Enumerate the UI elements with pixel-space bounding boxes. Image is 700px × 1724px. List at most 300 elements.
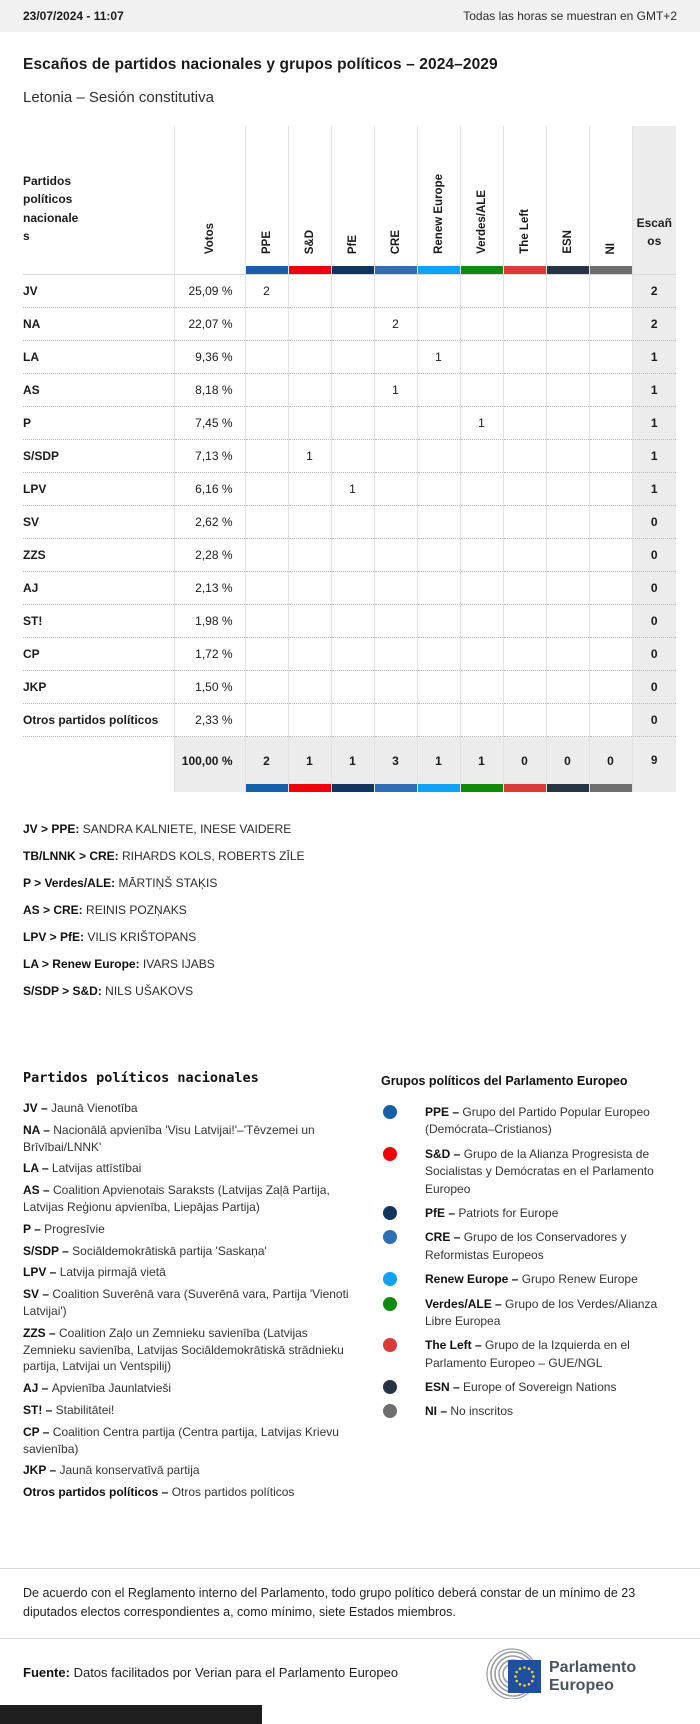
- party-name: Coalition Zaļo un Zemnieku savienība (Latvijas Zemnieku savienība, Latvijas Sociāldemokrātiskā strādnieku partija, Latvijai un Ventspilij): [23, 1325, 344, 1374]
- party-legend-item: [23, 1286, 355, 1320]
- seat-value: [460, 341, 503, 374]
- seat-value: [503, 407, 546, 440]
- party-legend-item: [23, 1325, 355, 1375]
- seat-value: [460, 638, 503, 671]
- seat-value: [417, 638, 460, 671]
- party-legend-item: [23, 1160, 355, 1177]
- table-header-row: [23, 126, 676, 266]
- group-color-dot: [383, 1147, 397, 1161]
- mep-names: NILS UŠAKOVS: [101, 984, 194, 998]
- total-seat-value: 0: [546, 737, 589, 785]
- group-color-dot: [383, 1272, 397, 1286]
- seat-value: [417, 539, 460, 572]
- party-name: Coalition Centra partija (Centra partija, Latvijas Krievu savienība): [23, 1424, 339, 1456]
- total-seat-value: 0: [503, 737, 546, 785]
- mep-prefix: TB/LNNK > CRE:: [23, 849, 119, 863]
- group-column-header: [245, 126, 288, 266]
- votes-value: 1,98 %: [174, 605, 245, 638]
- seat-value: [546, 704, 589, 737]
- seat-value: [546, 671, 589, 704]
- table-row: [23, 671, 676, 704]
- seat-value: [374, 506, 417, 539]
- group-color-bar: [460, 266, 503, 275]
- group-column-header-label: PPE: [260, 230, 273, 254]
- seat-value: [460, 440, 503, 473]
- group-legend-item: [381, 1296, 677, 1331]
- group-desc: Grupo de los Verdes/Alianza Libre Europea: [425, 1296, 658, 1328]
- party-legend-item: [23, 1484, 355, 1501]
- seat-value: [288, 341, 331, 374]
- seat-value: [589, 638, 632, 671]
- group-color-dot: [383, 1380, 397, 1394]
- seats-total: 1: [632, 407, 676, 440]
- bar-spacer-parties: [23, 266, 174, 275]
- seat-value: [417, 605, 460, 638]
- table-row: [23, 374, 676, 407]
- group-desc: Grupo de los Conservadores y Reformistas Europeos: [425, 1230, 627, 1262]
- seat-value: [589, 572, 632, 605]
- total-color-bar-row: [23, 784, 676, 792]
- group-color-bar: [546, 784, 589, 792]
- seat-value: [589, 539, 632, 572]
- seat-value: [331, 275, 374, 308]
- table-row: [23, 407, 676, 440]
- group-abbr: PPE –: [425, 1105, 463, 1119]
- party-name: Nacionālā apvienība 'Visu Latvijai!'–'Tēvzemei un Brīvībai/LNNK': [23, 1122, 315, 1154]
- group-column-header: [331, 126, 374, 266]
- group-desc: Grupo de la Izquierda en el Parlamento Europeo – GUE/NGL: [425, 1338, 630, 1370]
- group-color-dot: [383, 1338, 397, 1352]
- group-column-header-label: NI: [604, 242, 617, 254]
- party-name: Coalition Apvienotais Saraksts (Latvijas Zaļā Partija, Latvijas Reģionu apvienība, Liepājas Partija): [23, 1183, 330, 1214]
- mep-names: REINIS POZŅAKS: [82, 903, 187, 917]
- seat-value: [589, 473, 632, 506]
- disclaimer-text: De acuerdo con el Reglamento interno del Parlamento, todo grupo político deberá constar de un mínimo de 23 diputados electos correspondientes a, como mínimo, siete Estados miembros.: [23, 1585, 636, 1620]
- party-name: Otros partidos políticos: [171, 1485, 295, 1500]
- seat-value: 2: [245, 275, 288, 308]
- mep-prefix: LPV > PfE:: [23, 930, 85, 944]
- group-abbr: ESN –: [425, 1380, 464, 1395]
- seat-value: [503, 605, 546, 638]
- party-abbr: S/SDP –: [23, 1243, 73, 1258]
- mep-prefix: P > Verdes/ALE:: [23, 876, 116, 890]
- seat-value: [503, 275, 546, 308]
- seat-value: [245, 539, 288, 572]
- seat-value: [288, 638, 331, 671]
- group-column-header-label: CRE: [389, 229, 402, 254]
- group-color-dot: [383, 1404, 397, 1418]
- group-legend-text: [425, 1272, 638, 1286]
- bottom-dark-strip: [0, 1705, 262, 1724]
- seats-total: 0: [632, 506, 676, 539]
- total-seat-value: 1: [417, 737, 460, 785]
- group-legend: [381, 1070, 677, 1506]
- party-label: S/SDP: [23, 440, 174, 473]
- seat-value: [245, 671, 288, 704]
- bar-spacer-seats: [632, 784, 676, 792]
- party-legend-item: [23, 1100, 355, 1117]
- seat-value: [589, 308, 632, 341]
- seat-value: [288, 473, 331, 506]
- seats-total: 0: [632, 704, 676, 737]
- party-abbr: LPV –: [23, 1265, 60, 1280]
- total-seat-value: 3: [374, 737, 417, 785]
- seat-value: [417, 473, 460, 506]
- seat-value: [589, 341, 632, 374]
- party-legend-item: [23, 1264, 355, 1281]
- group-column-header-label: ESN: [561, 230, 574, 254]
- party-name: Progresīvie: [44, 1221, 105, 1236]
- seats-total: 0: [632, 638, 676, 671]
- group-color-bar: [589, 784, 632, 792]
- group-color-bar: [288, 784, 331, 792]
- seat-value: [503, 638, 546, 671]
- total-seats: 9: [632, 737, 676, 785]
- seat-value: [245, 506, 288, 539]
- group-legend-item: [381, 1205, 677, 1222]
- seat-value: [288, 539, 331, 572]
- total-seat-value: 1: [460, 737, 503, 785]
- seat-value: [546, 473, 589, 506]
- party-label: LPV: [23, 473, 174, 506]
- party-abbr: JKP –: [23, 1463, 60, 1478]
- party-label: Otros partidos políticos: [23, 704, 174, 737]
- source-row: [23, 1647, 677, 1699]
- seat-value: [331, 671, 374, 704]
- votes-value: 7,13 %: [174, 440, 245, 473]
- seat-value: [374, 473, 417, 506]
- party-legend-item: [23, 1243, 355, 1260]
- table-row: [23, 473, 676, 506]
- seat-value: [589, 506, 632, 539]
- seats-column-header: [632, 126, 676, 266]
- party-label: ST!: [23, 605, 174, 638]
- group-column-header-label: Renew Europe: [432, 174, 445, 254]
- seat-value: [245, 473, 288, 506]
- seat-value: [546, 275, 589, 308]
- seat-value: [460, 704, 503, 737]
- seat-value: [245, 407, 288, 440]
- party-label: P: [23, 407, 174, 440]
- table-row: [23, 275, 676, 308]
- group-desc: No inscritos: [450, 1404, 514, 1419]
- top-bar: [0, 0, 700, 32]
- seat-value: 1: [417, 341, 460, 374]
- seat-value: [503, 440, 546, 473]
- party-name: Jaunā konservatīvā partija: [59, 1463, 200, 1478]
- total-seat-value: 1: [288, 737, 331, 785]
- mep-prefix: JV > PPE:: [23, 822, 80, 836]
- party-abbr: P –: [23, 1221, 45, 1236]
- table-row: [23, 704, 676, 737]
- party-label: AS: [23, 374, 174, 407]
- seat-value: [589, 407, 632, 440]
- votes-value: 2,13 %: [174, 572, 245, 605]
- bar-spacer-seats: [632, 266, 676, 275]
- table-row: [23, 308, 676, 341]
- group-color-bar: [331, 266, 374, 275]
- mep-line: [23, 903, 677, 917]
- seat-value: [245, 374, 288, 407]
- seat-value: [546, 374, 589, 407]
- table-row: [23, 440, 676, 473]
- group-color-dot: [383, 1206, 397, 1220]
- seat-value: [546, 572, 589, 605]
- seat-value: [589, 671, 632, 704]
- seat-value: 1: [460, 407, 503, 440]
- seat-value: [374, 704, 417, 737]
- seat-value: [503, 671, 546, 704]
- group-abbr: CRE –: [425, 1230, 464, 1245]
- group-column-header: [589, 126, 632, 266]
- party-name: Stabilitātei!: [55, 1402, 115, 1417]
- group-color-bar: [417, 266, 460, 275]
- divider-bottom: [0, 1638, 700, 1639]
- seat-value: [374, 341, 417, 374]
- seat-value: [503, 539, 546, 572]
- seat-value: [288, 275, 331, 308]
- votes-value: 2,33 %: [174, 704, 245, 737]
- group-color-bar: [460, 784, 503, 792]
- bar-spacer-votes: [174, 784, 245, 792]
- seat-value: [503, 374, 546, 407]
- group-column-header: [374, 126, 417, 266]
- party-legend: [23, 1070, 355, 1506]
- votes-value: 2,28 %: [174, 539, 245, 572]
- group-legend-item: [381, 1337, 677, 1372]
- parties-column-header-label: Partidos políticos nacionales: [23, 173, 79, 244]
- total-seat-value: 0: [589, 737, 632, 785]
- mep-prefix: S/SDP > S&D:: [23, 984, 102, 998]
- seat-value: [503, 572, 546, 605]
- group-column-header: [546, 126, 589, 266]
- seats-total: 0: [632, 671, 676, 704]
- logo-text-line1: Parlamento: [549, 1658, 637, 1676]
- seat-value: [331, 407, 374, 440]
- group-color-bar: [374, 266, 417, 275]
- party-abbr: ST! –: [23, 1402, 56, 1417]
- party-label: NA: [23, 308, 174, 341]
- seat-value: [245, 440, 288, 473]
- seat-value: [460, 605, 503, 638]
- seat-value: 1: [288, 440, 331, 473]
- party-abbr: ZZS –: [23, 1325, 60, 1340]
- seat-value: [546, 638, 589, 671]
- mep-line: [23, 876, 677, 890]
- group-legend-item: [381, 1403, 677, 1420]
- seats-total: 1: [632, 440, 676, 473]
- group-abbr: PfE –: [425, 1205, 459, 1220]
- mep-prefix: LA > Renew Europe:: [23, 957, 140, 971]
- european-parliament-logo[interactable]: [479, 1647, 677, 1699]
- seat-value: [331, 704, 374, 737]
- group-column-header: [288, 126, 331, 266]
- seat-value: [503, 506, 546, 539]
- mep-names: VILIS KRIŠTOPANS: [84, 930, 197, 944]
- votes-value: 1,50 %: [174, 671, 245, 704]
- seat-value: [417, 374, 460, 407]
- party-legend-item: [23, 1424, 355, 1458]
- seats-total: 0: [632, 539, 676, 572]
- seat-value: [546, 341, 589, 374]
- mep-line: [23, 984, 677, 998]
- seat-value: [374, 539, 417, 572]
- divider-top: [0, 1568, 700, 1569]
- legends-section: [23, 1070, 677, 1506]
- seat-value: [245, 308, 288, 341]
- seat-value: [374, 572, 417, 605]
- seat-value: [460, 539, 503, 572]
- group-desc: Grupo Renew Europe: [521, 1272, 638, 1287]
- votes-column-header: [174, 126, 245, 266]
- seat-value: [331, 605, 374, 638]
- seat-value: [374, 638, 417, 671]
- seat-value: [546, 605, 589, 638]
- seat-value: [417, 308, 460, 341]
- source-value: Datos facilitados por Verian para el Parlamento Europeo: [73, 1665, 399, 1681]
- votes-value: 2,62 %: [174, 506, 245, 539]
- group-color-bar: [589, 266, 632, 275]
- total-seat-value: 1: [331, 737, 374, 785]
- seat-value: [589, 704, 632, 737]
- total-votes: 100,00 %: [174, 737, 245, 785]
- seat-value: [288, 572, 331, 605]
- table-row: [23, 506, 676, 539]
- group-column-header-label: PfE: [346, 234, 359, 254]
- timezone-note: Todas las horas se muestran en GMT+2: [463, 9, 677, 23]
- seats-total: 1: [632, 341, 676, 374]
- party-label: LA: [23, 341, 174, 374]
- group-desc: Europe of Sovereign Nations: [463, 1380, 617, 1395]
- group-abbr: NI –: [425, 1404, 451, 1419]
- seat-value: [503, 308, 546, 341]
- party-legend-item: [23, 1122, 355, 1156]
- seat-value: [460, 275, 503, 308]
- seats-column-header-label: Escaños: [636, 216, 672, 248]
- group-abbr: Renew Europe –: [425, 1272, 522, 1287]
- group-color-dot: [383, 1230, 397, 1244]
- seat-value: 1: [374, 374, 417, 407]
- seats-table: [23, 126, 676, 792]
- votes-value: 22,07 %: [174, 308, 245, 341]
- group-legend-item: [381, 1146, 677, 1198]
- party-abbr: CP –: [23, 1424, 53, 1439]
- mep-footnotes: [23, 822, 677, 998]
- group-legend-text: [425, 1297, 657, 1328]
- table-row: [23, 539, 676, 572]
- mep-line: [23, 849, 677, 863]
- party-abbr: NA –: [23, 1122, 54, 1137]
- seat-value: [245, 605, 288, 638]
- group-color-bar: [245, 784, 288, 792]
- party-label: CP: [23, 638, 174, 671]
- bar-spacer-parties: [23, 784, 174, 792]
- party-abbr: Otros partidos políticos –: [23, 1485, 172, 1500]
- datetime-label: 23/07/2024 - 11:07: [23, 9, 124, 23]
- mep-line: [23, 822, 677, 836]
- group-color-bar: [331, 784, 374, 792]
- table-row: [23, 638, 676, 671]
- source-label: Fuente:: [23, 1665, 70, 1681]
- logo-text-line2: Europeo: [549, 1676, 614, 1694]
- seat-value: [546, 308, 589, 341]
- seat-value: [589, 374, 632, 407]
- seats-total: 2: [632, 275, 676, 308]
- seat-value: [288, 671, 331, 704]
- group-legend-text: [425, 1404, 513, 1418]
- seat-value: 2: [374, 308, 417, 341]
- votes-value: 6,16 %: [174, 473, 245, 506]
- party-legend-item: [23, 1182, 355, 1216]
- group-legend-text: [425, 1380, 616, 1394]
- votes-value: 25,09 %: [174, 275, 245, 308]
- group-color-bar: [546, 266, 589, 275]
- seat-value: [374, 671, 417, 704]
- party-label: SV: [23, 506, 174, 539]
- seat-value: [589, 440, 632, 473]
- seat-value: [589, 275, 632, 308]
- seat-value: [417, 671, 460, 704]
- party-legend-item: [23, 1380, 355, 1397]
- seat-value: [460, 506, 503, 539]
- seat-value: [503, 704, 546, 737]
- seat-value: [417, 572, 460, 605]
- seat-value: [288, 704, 331, 737]
- seat-value: [374, 407, 417, 440]
- group-color-bar: [374, 784, 417, 792]
- mep-line: [23, 930, 677, 944]
- seat-value: [460, 671, 503, 704]
- seat-value: [546, 539, 589, 572]
- mep-names: RIHARDS KOLS, ROBERTS ZĪLE: [118, 849, 305, 863]
- seat-value: [374, 275, 417, 308]
- group-legend-item: [381, 1229, 677, 1264]
- votes-column-header-label: Votos: [203, 222, 216, 254]
- seat-value: [417, 506, 460, 539]
- seat-value: [245, 704, 288, 737]
- seat-value: [331, 572, 374, 605]
- seat-value: [288, 605, 331, 638]
- mep-names: MĀRTIŅŠ STAĶIS: [115, 876, 218, 890]
- seat-value: [546, 407, 589, 440]
- seat-value: [331, 506, 374, 539]
- group-color-bar: [417, 784, 460, 792]
- seat-value: [503, 473, 546, 506]
- seat-value: [245, 341, 288, 374]
- mep-line: [23, 957, 677, 971]
- group-color-dot: [383, 1297, 397, 1311]
- group-legend-text: [425, 1338, 630, 1369]
- group-legend-text: [425, 1206, 558, 1220]
- party-abbr: AS –: [23, 1183, 54, 1198]
- party-label: ZZS: [23, 539, 174, 572]
- group-color-bar: [245, 266, 288, 275]
- group-legend-item: [381, 1379, 677, 1396]
- party-abbr: LA –: [23, 1161, 52, 1176]
- seat-value: [331, 374, 374, 407]
- party-name: Apvienība Jaunlatvieši: [51, 1381, 172, 1396]
- votes-value: 8,18 %: [174, 374, 245, 407]
- total-row-spacer: [23, 737, 174, 785]
- page-subtitle: Letonia – Sesión constitutiva: [23, 89, 214, 106]
- group-abbr: S&D –: [425, 1146, 464, 1161]
- group-abbr: Verdes/ALE –: [425, 1296, 506, 1311]
- mep-names: SANDRA KALNIETE, INESE VAIDERE: [79, 822, 292, 836]
- votes-value: 7,45 %: [174, 407, 245, 440]
- seats-total: 0: [632, 605, 676, 638]
- table-total-row: [23, 737, 676, 785]
- group-legend-item: [381, 1271, 677, 1288]
